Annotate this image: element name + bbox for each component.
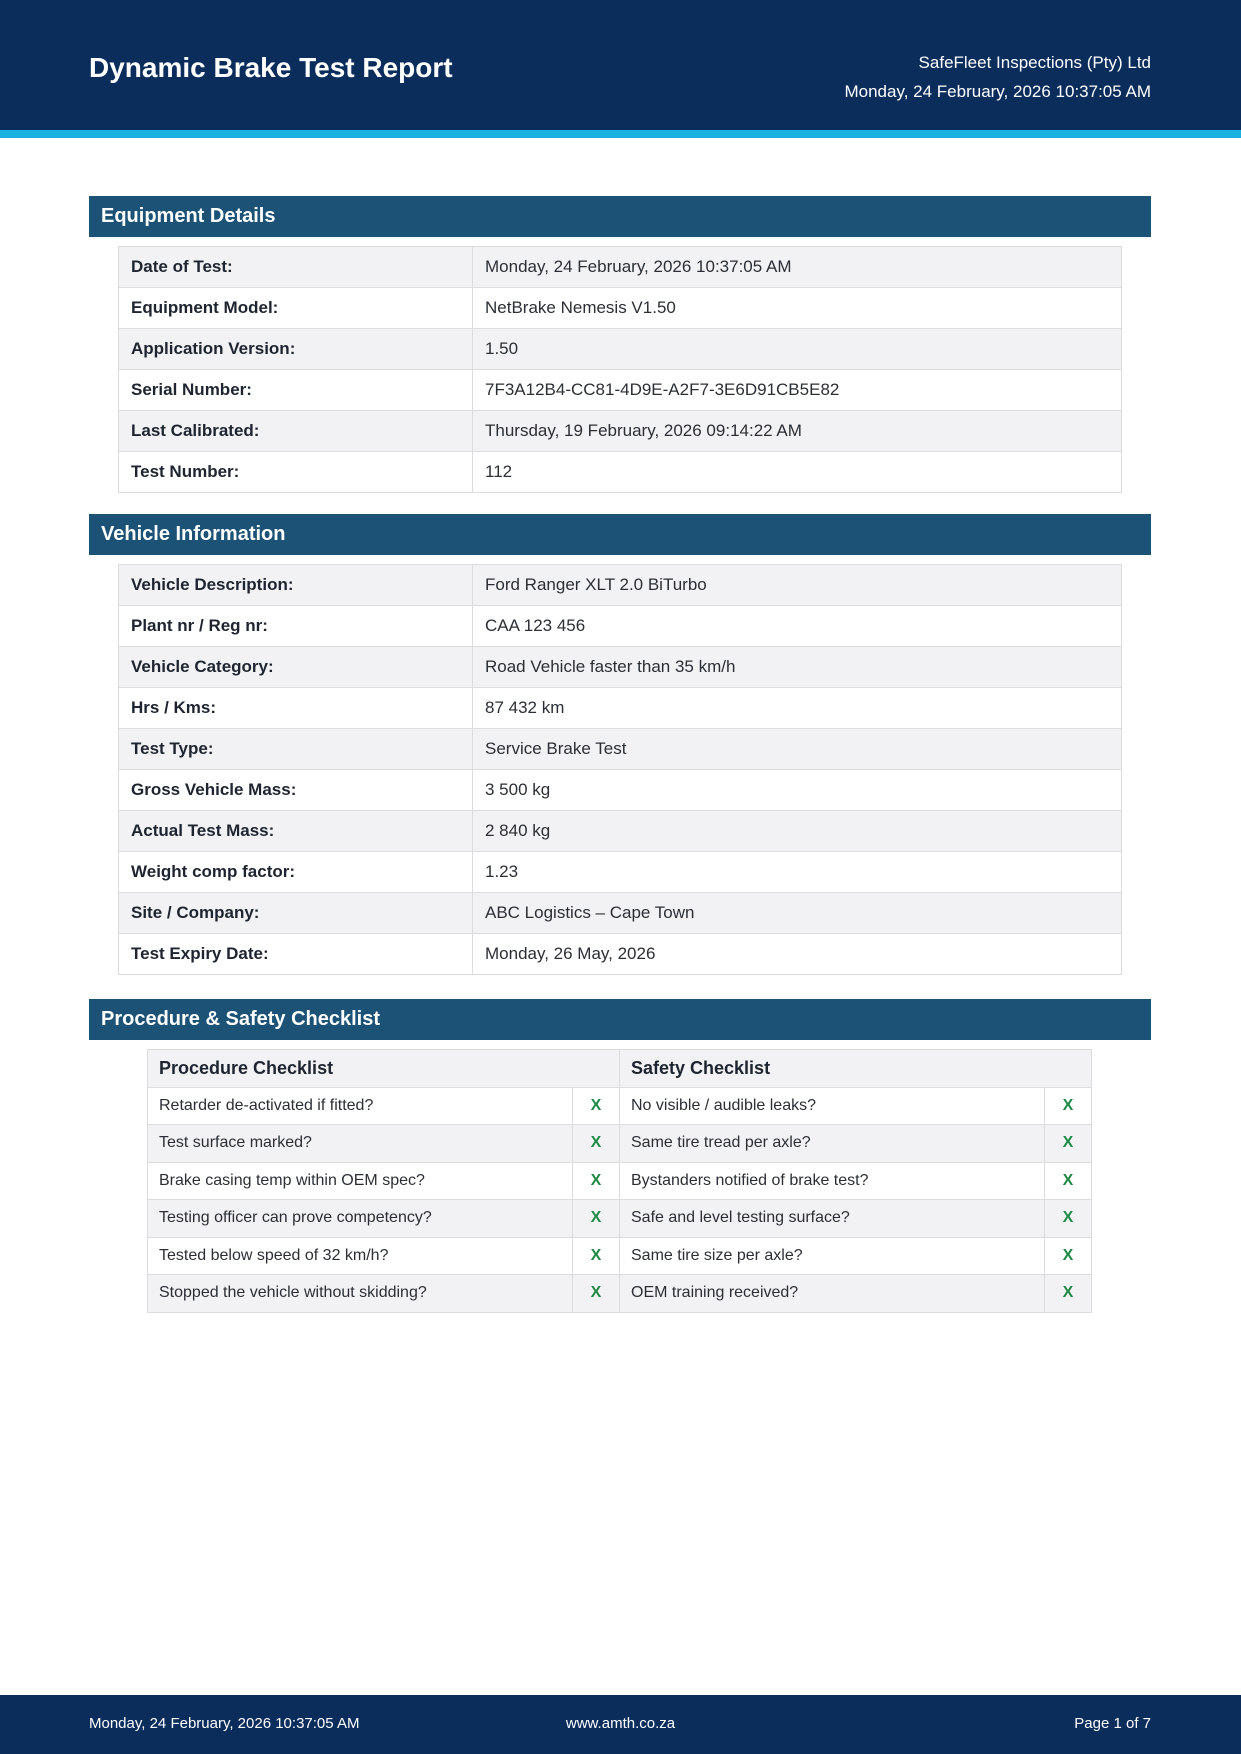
field-value: 112 bbox=[473, 452, 1122, 493]
safety-item: Same tire tread per axle? bbox=[620, 1125, 1045, 1163]
procedure-item: Tested below speed of 32 km/h? bbox=[148, 1237, 573, 1275]
check-mark-icon: X bbox=[1045, 1087, 1092, 1125]
procedure-checklist-header: Procedure Checklist bbox=[148, 1050, 620, 1088]
table-row bbox=[148, 1125, 1092, 1163]
report-datetime: Monday, 24 February, 2026 10:37:05 AM bbox=[844, 82, 1151, 101]
table-row bbox=[148, 1087, 1092, 1125]
table-row bbox=[119, 770, 1122, 811]
field-label: Vehicle Description: bbox=[119, 565, 473, 606]
field-value: Road Vehicle faster than 35 km/h bbox=[473, 647, 1122, 688]
field-value: CAA 123 456 bbox=[473, 606, 1122, 647]
check-mark-icon: X bbox=[573, 1162, 620, 1200]
safety-checklist-header: Safety Checklist bbox=[620, 1050, 1092, 1088]
field-value: 3 500 kg bbox=[473, 770, 1122, 811]
header-meta bbox=[844, 48, 1151, 106]
field-label: Test Type: bbox=[119, 729, 473, 770]
table-row bbox=[119, 893, 1122, 934]
check-mark-icon: X bbox=[1045, 1200, 1092, 1238]
report-header bbox=[0, 0, 1241, 130]
safety-item: Same tire size per axle? bbox=[620, 1237, 1045, 1275]
table-row bbox=[148, 1275, 1092, 1313]
field-value: Thursday, 19 February, 2026 09:14:22 AM bbox=[473, 411, 1122, 452]
check-mark-icon: X bbox=[573, 1237, 620, 1275]
field-value: ABC Logistics – Cape Town bbox=[473, 893, 1122, 934]
table-row bbox=[119, 811, 1122, 852]
table-row bbox=[119, 247, 1122, 288]
footer-website-link[interactable]: www.amth.co.za bbox=[565, 1715, 676, 1732]
field-value: 2 840 kg bbox=[473, 811, 1122, 852]
field-label: Gross Vehicle Mass: bbox=[119, 770, 473, 811]
procedure-item: Stopped the vehicle without skidding? bbox=[148, 1275, 573, 1313]
table-row bbox=[119, 606, 1122, 647]
field-value: 7F3A12B4-CC81-4D9E-A2F7-3E6D91CB5E82 bbox=[473, 370, 1122, 411]
field-label: Hrs / Kms: bbox=[119, 688, 473, 729]
section-procedure-safety-checklist: Procedure & Safety Checklist bbox=[89, 999, 1151, 1040]
procedure-item: Retarder de-activated if fitted? bbox=[148, 1087, 573, 1125]
table-row bbox=[119, 729, 1122, 770]
table-row bbox=[148, 1162, 1092, 1200]
field-label: Weight comp factor: bbox=[119, 852, 473, 893]
report-title: Dynamic Brake Test Report bbox=[89, 52, 453, 83]
field-value: Monday, 24 February, 2026 10:37:05 AM bbox=[473, 247, 1122, 288]
check-mark-icon: X bbox=[573, 1087, 620, 1125]
company-name: SafeFleet Inspections (Pty) Ltd bbox=[918, 53, 1151, 72]
field-label: Plant nr / Reg nr: bbox=[119, 606, 473, 647]
field-label: Last Calibrated: bbox=[119, 411, 473, 452]
field-label: Site / Company: bbox=[119, 893, 473, 934]
check-mark-icon: X bbox=[1045, 1125, 1092, 1163]
section-vehicle-information: Vehicle Information bbox=[89, 514, 1151, 555]
field-value: 1.23 bbox=[473, 852, 1122, 893]
table-row bbox=[119, 411, 1122, 452]
procedure-item: Brake casing temp within OEM spec? bbox=[148, 1162, 573, 1200]
safety-item: Safe and level testing surface? bbox=[620, 1200, 1045, 1238]
field-value: Service Brake Test bbox=[473, 729, 1122, 770]
check-mark-icon: X bbox=[1045, 1162, 1092, 1200]
field-value: Ford Ranger XLT 2.0 BiTurbo bbox=[473, 565, 1122, 606]
check-mark-icon: X bbox=[1045, 1237, 1092, 1275]
field-label: Date of Test: bbox=[119, 247, 473, 288]
safety-item: No visible / audible leaks? bbox=[620, 1087, 1045, 1125]
report-footer bbox=[0, 1695, 1241, 1754]
table-row bbox=[119, 452, 1122, 493]
table-row bbox=[119, 934, 1122, 975]
table-row bbox=[119, 565, 1122, 606]
field-label: Test Number: bbox=[119, 452, 473, 493]
procedure-safety-checklist-table bbox=[147, 1049, 1092, 1313]
table-row bbox=[119, 647, 1122, 688]
field-value: 87 432 km bbox=[473, 688, 1122, 729]
field-label: Application Version: bbox=[119, 329, 473, 370]
section-equipment-details: Equipment Details bbox=[89, 196, 1151, 237]
field-value: Monday, 26 May, 2026 bbox=[473, 934, 1122, 975]
table-header-row bbox=[148, 1050, 1092, 1088]
field-value: 1.50 bbox=[473, 329, 1122, 370]
field-label: Vehicle Category: bbox=[119, 647, 473, 688]
safety-item: Bystanders notified of brake test? bbox=[620, 1162, 1045, 1200]
header-accent-stripe bbox=[0, 130, 1241, 138]
field-label: Equipment Model: bbox=[119, 288, 473, 329]
table-row bbox=[119, 329, 1122, 370]
safety-item: OEM training received? bbox=[620, 1275, 1045, 1313]
field-label: Serial Number: bbox=[119, 370, 473, 411]
footer-datetime: Monday, 24 February, 2026 10:37:05 AM bbox=[89, 1715, 360, 1732]
table-row bbox=[119, 852, 1122, 893]
procedure-item: Testing officer can prove competency? bbox=[148, 1200, 573, 1238]
field-label: Actual Test Mass: bbox=[119, 811, 473, 852]
check-mark-icon: X bbox=[573, 1275, 620, 1313]
equipment-details-table bbox=[118, 246, 1122, 493]
page-number: Page 1 of 7 bbox=[1074, 1715, 1151, 1732]
table-row bbox=[119, 370, 1122, 411]
table-row bbox=[119, 288, 1122, 329]
table-row bbox=[119, 688, 1122, 729]
check-mark-icon: X bbox=[573, 1125, 620, 1163]
table-row bbox=[148, 1237, 1092, 1275]
procedure-item: Test surface marked? bbox=[148, 1125, 573, 1163]
field-value: NetBrake Nemesis V1.50 bbox=[473, 288, 1122, 329]
field-label: Test Expiry Date: bbox=[119, 934, 473, 975]
check-mark-icon: X bbox=[573, 1200, 620, 1238]
table-row bbox=[148, 1200, 1092, 1238]
check-mark-icon: X bbox=[1045, 1275, 1092, 1313]
vehicle-information-table bbox=[118, 564, 1122, 975]
